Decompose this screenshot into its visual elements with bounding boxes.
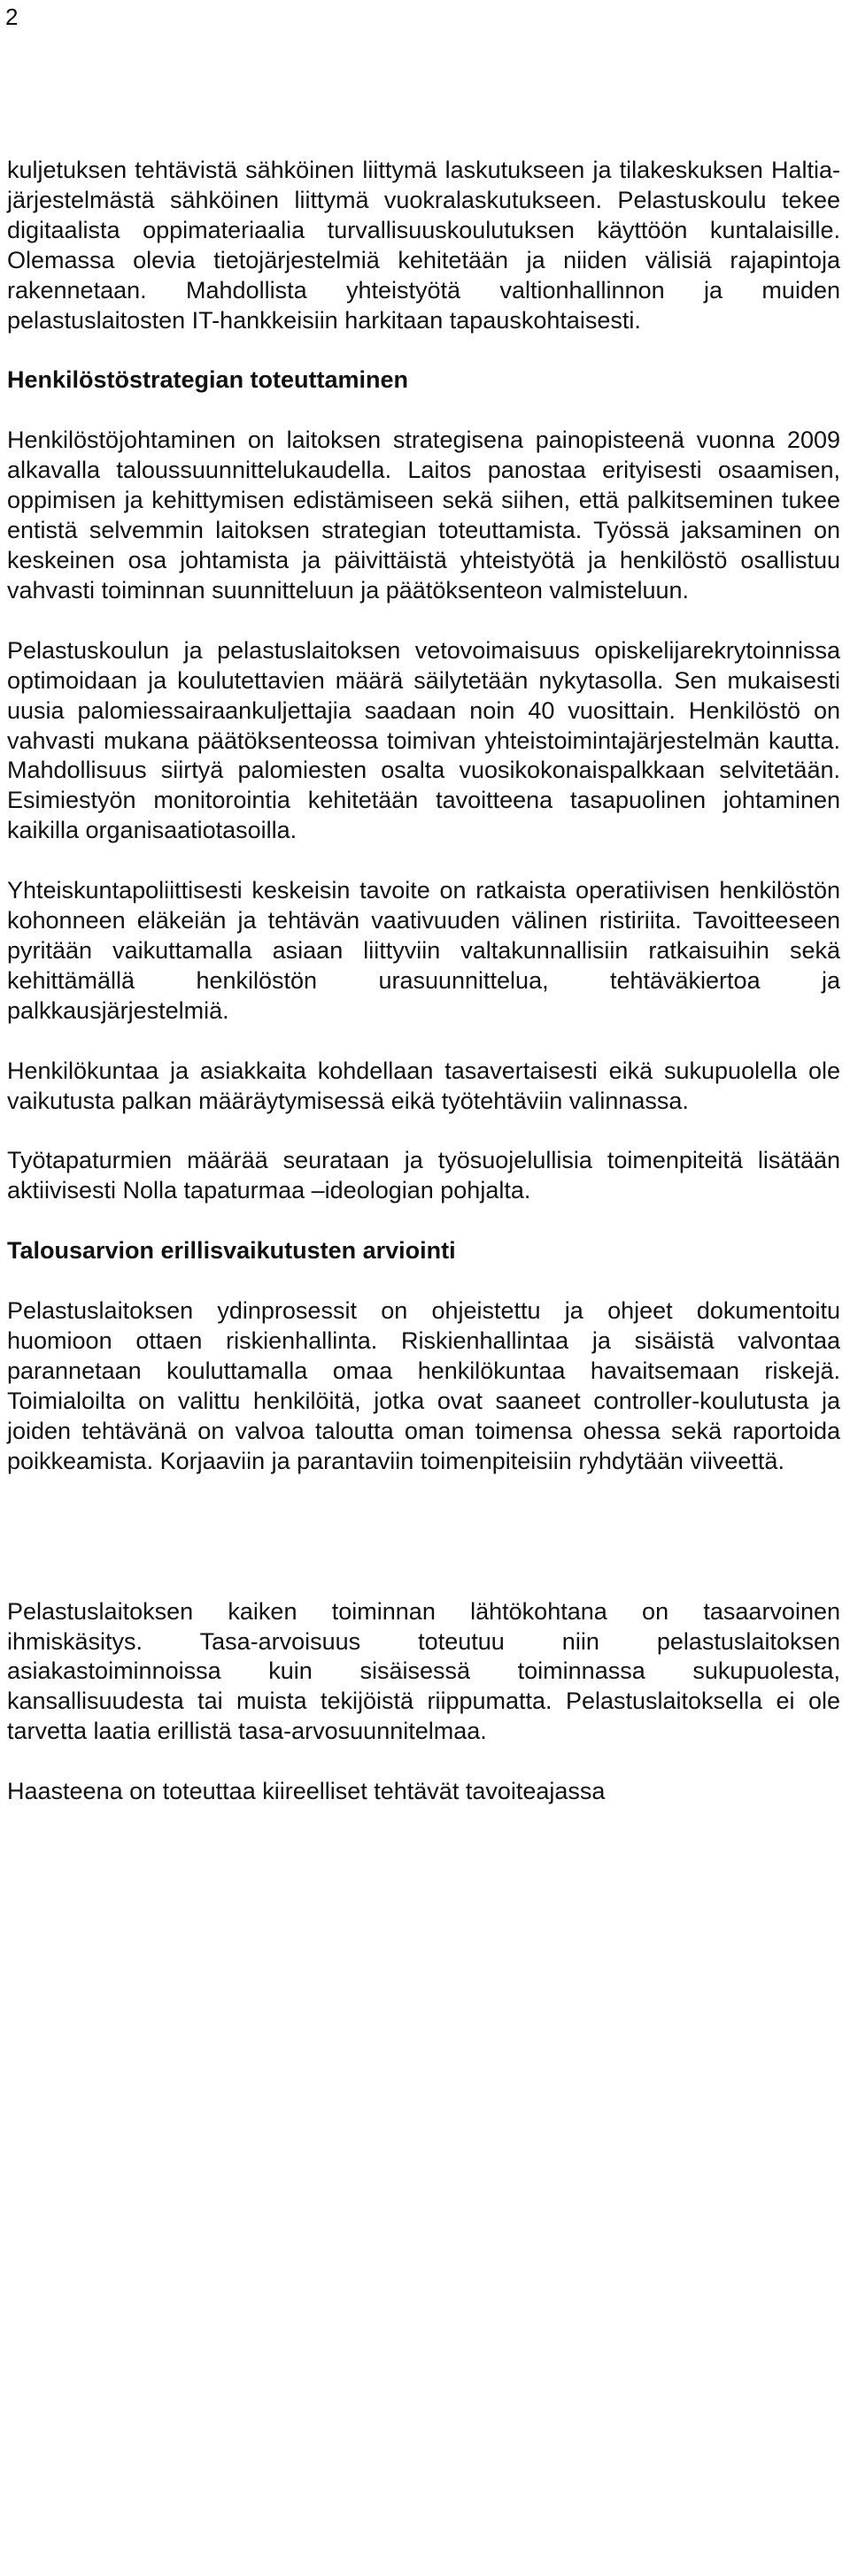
paragraph-urgent-tasks: Haasteena on toteuttaa kiireelliset tehtävät tavoiteajassa	[7, 1778, 606, 1805]
document-body	[7, 156, 840, 1807]
heading-budget-effects: Talousarvion erillisvaikutusten arviointi	[7, 1237, 456, 1265]
heading-hr-strategy: Henkilöstöstrategian toteuttaminen	[7, 366, 409, 394]
paragraph-recruitment: Pelastuskoulun ja pelastuslaitoksen vetovoimaisuus opiskelijarekrytoinnissa optimoidaan ja koulutettavien määrä säilytetään nykytasolla. Sen mukaisesti uusia palomiessairaankuljettajia saadaan noin 40 vuosittain. Henkilöstö on vahvasti mukana päätöksenteossa toimivan yhteistoimintajärjestelmän kautta. Mahdollisuus siirtyä palomiesten osalta vuosikokonaispalkkaan selvitetään. Esimiestyön monitorointia kehitetään tavoitteena tasapuolinen johtaminen kaikilla organisaatiotasoilla.	[7, 636, 840, 844]
paragraph-retirement-age: Yhteiskuntapoliittisesti keskeisin tavoite on ratkaista operatiivisen henkilöstön kohonneen eläkeiän ja tehtävän vaativuuden välinen ristiriita. Tavoitteeseen pyritään vaikuttamalla asiaan liittyviin valtakunnallisiin ratkaisuihin sekä kehittämällä henkilöstön urasuunnittelua, tehtäväkiertoa ja palkkausjärjestelmiä.	[7, 877, 840, 1024]
paragraph-hr-management: Henkilöstöjohtaminen on laitoksen strategisena painopisteenä vuonna 2009 alkavalla taloussuunnittelukaudella. Laitos panostaa erityisesti osaamisen, oppimisen ja kehittymisen edistämiseen sekä siihen, että palkitseminen tukee entistä selvemmin laitoksen strategian toteuttamista. Työssä jaksaminen on keskeinen osa johtamista ja päivittäistä yhteistyötä ja henkilöstö osallistuu vahvasti toiminnan suunnitteluun ja päätöksenteon valmisteluun.	[7, 427, 840, 604]
paragraph-it-systems: kuljetuksen tehtävistä sähköinen liittymä laskutukseen ja tilakeskuksen Haltia-järjestelmästä sähköinen liittymä vuokralaskutukseen. Pelastuskoulu tekee digitaalista oppimateriaalia turvallisuuskoulutuksen käyttöön kuntalaisille. Olemassa olevia tietojärjestelmiä kehitetään ja niiden välisiä rajapintoja rakennetaan. Mahdollista yhteistyötä valtionhallinnon ja muiden pelastuslaitosten IT-hankkeisiin harkitaan tapauskohtaisesti.	[7, 157, 840, 334]
paragraph-equality: Henkilökuntaa ja asiakkaita kohdellaan tasavertaisesti eikä sukupuolella ole vaikutusta palkan määräytymisessä eikä työtehtäviin valinnassa.	[7, 1057, 840, 1114]
page-number: 2	[5, 4, 19, 30]
paragraph-accidents: Työtapaturmien määrää seurataan ja työsuojelullisia toimenpiteitä lisätään aktiivisesti Nolla tapaturmaa –ideologian pohjalta.	[7, 1147, 840, 1204]
paragraph-risk-management: Pelastuslaitoksen ydinprosessit on ohjeistettu ja ohjeet dokumentoitu huomioon ottaen riskienhallinta. Riskienhallintaa ja sisäistä valvontaa parannetaan kouluttamalla omaa henkilökuntaa havaitsemaan riskejä. Toimialoilta on valittu henkilöitä, jotka ovat saaneet controller-koulutusta ja joiden tehtävänä on valvoa taloutta oman toimensa ohessa sekä raportoida poikkeamista. Korjaaviin ja parantaviin toimenpiteisiin ryhdytään viiveettä.	[7, 1297, 840, 1474]
paragraph-gender-equality: Pelastuslaitoksen kaiken toiminnan lähtökohtana on tasaarvoinen ihmiskäsitys. Tasa-arvoisuus toteutuu niin pelastuslaitoksen asiakastoiminnoissa kuin sisäisessä toiminnassa sukupuolesta, kansallisuudesta tai muista tekijöistä riippumatta. Pelastuslaitoksella ei ole tarvetta laatia erillistä tasa-arvosuunnitelmaa.	[7, 1597, 840, 1745]
